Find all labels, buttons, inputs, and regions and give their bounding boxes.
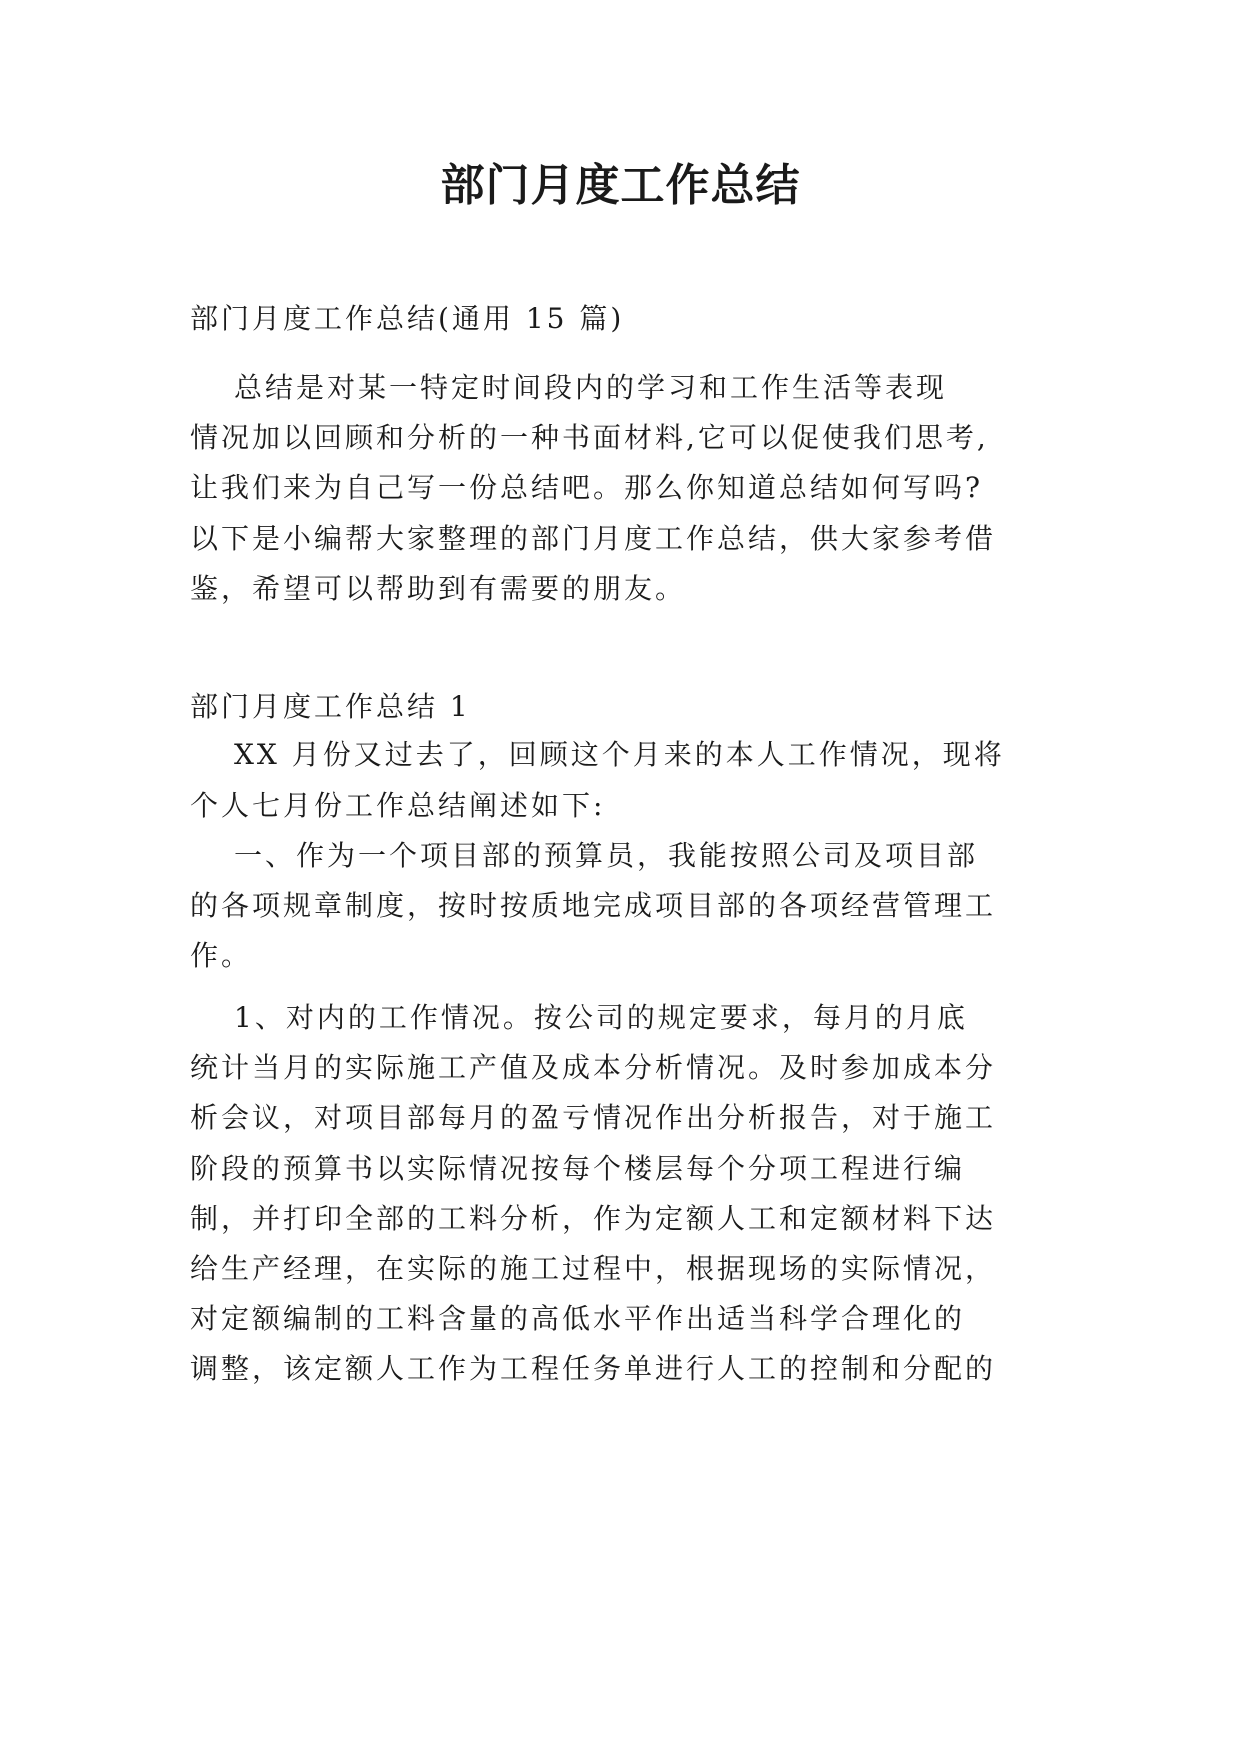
document-title: 部门月度工作总结 [440, 160, 801, 211]
intro-line: 以下是小编帮大家整理的部门月度工作总结，供大家参考借 [190, 522, 997, 555]
intro-line: 让我们来为自己写一份总结吧。那么你知道总结如何写吗? [190, 471, 984, 504]
body-line: 一、作为一个项目部的预算员，我能按照公司及项目部 [234, 839, 979, 872]
body-line: 阶段的预算书以实际情况按每个楼层每个分项工程进行编 [190, 1152, 966, 1185]
body-line: 制，并打印全部的工料分析，作为定额人工和定额材料下达 [190, 1202, 997, 1235]
body-line: 给生产经理，在实际的施工过程中，根据现场的实际情况， [190, 1252, 997, 1285]
body-line: XX 月份又过去了，回顾这个月来的本人工作情况，现将 [234, 738, 1005, 771]
body-line: 作。 [190, 939, 253, 972]
body-line: 1、对内的工作情况。按公司的规定要求，每月的月底 [234, 1001, 968, 1034]
section-heading: 部门月度工作总结 1 [190, 690, 471, 723]
document-subtitle: 部门月度工作总结(通用 15 篇) [190, 302, 625, 335]
body-line: 调整，该定额人工作为工程任务单进行人工的控制和分配的 [190, 1352, 997, 1385]
body-line: 个人七月份工作总结阐述如下: [190, 789, 606, 822]
intro-line: 情况加以回顾和分析的一种书面材料,它可以促使我们思考, [190, 421, 989, 454]
body-line: 析会议，对项目部每月的盈亏情况作出分析报告，对于施工 [190, 1101, 997, 1134]
body-line: 统计当月的实际施工产值及成本分析情况。及时参加成本分 [190, 1051, 997, 1084]
body-line: 的各项规章制度，按时按质地完成项目部的各项经营管理工 [190, 889, 997, 922]
intro-line: 鉴，希望可以帮助到有需要的朋友。 [190, 572, 687, 605]
body-line: 对定额编制的工料含量的高低水平作出适当科学合理化的 [190, 1302, 966, 1335]
intro-line: 总结是对某一特定时间段内的学习和工作生活等表现 [234, 371, 948, 404]
